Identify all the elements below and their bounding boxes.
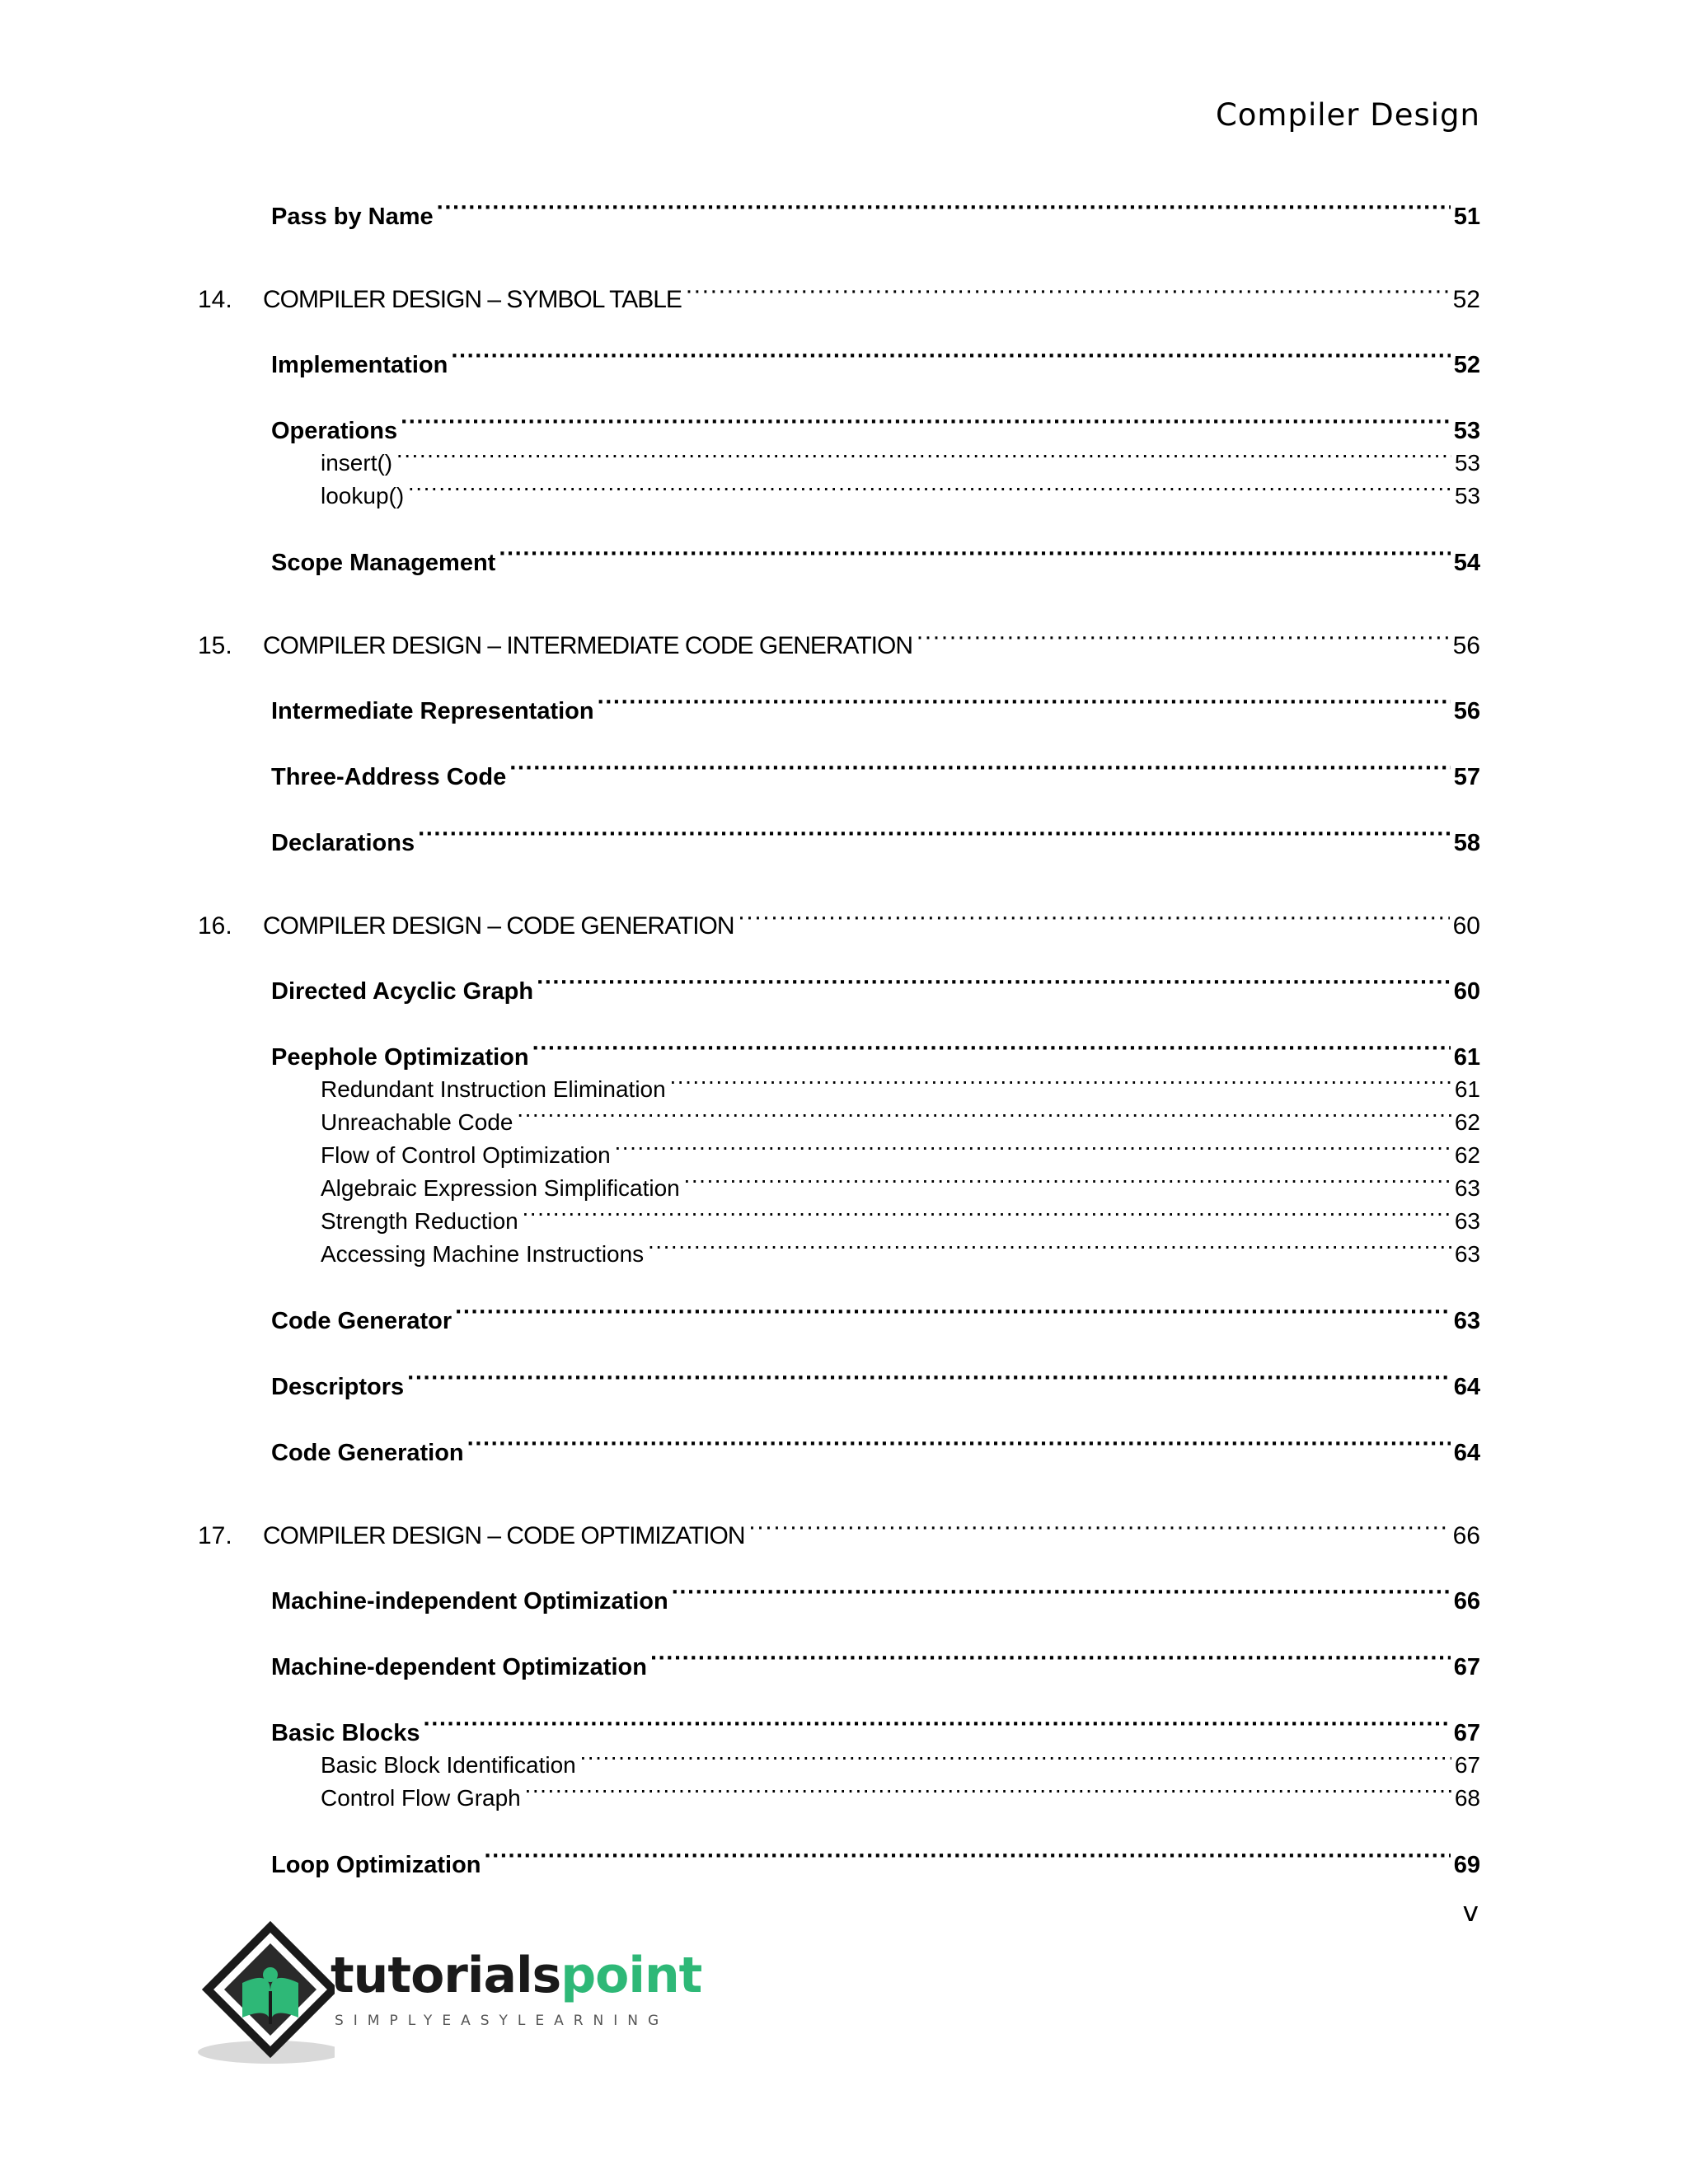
toc-entry-subsection[interactable] [321,1783,1480,1811]
toc-dot-leader [424,1717,1451,1741]
toc-entry-subsection[interactable] [321,1750,1480,1779]
logo-tagline: SIMPLYEASYLEARNING [335,2013,669,2029]
toc-page-number: 69 [1453,1852,1480,1878]
toc-entry-label: Declarations [271,830,415,856]
toc-entry-section[interactable] [271,1585,1480,1615]
toc-page-number: 67 [1453,1720,1480,1746]
toc-dot-leader [418,827,1451,851]
toc-dot-leader [598,695,1451,719]
toc-entry-label: Descriptors [271,1374,405,1400]
toc-chapter-title: COMPILER DESIGN – SYMBOL TABLE [263,286,682,313]
toc-dot-leader [451,349,1450,373]
toc-entry-subsection[interactable] [321,1239,1480,1268]
page-number: v [1462,1896,1479,1928]
logo-wordmark [331,1947,701,2004]
toc-entry-label: Implementation [271,352,448,378]
toc-dot-leader [685,283,1450,307]
toc-entry-section[interactable] [271,761,1480,791]
toc-dot-leader [579,1750,1451,1773]
toc-entry-label: Pass by Name [271,204,434,230]
toc-chapter-number: 17. [198,1522,232,1549]
toc-entry-label [198,912,734,940]
toc-entry-label: Flow of Control Optimization [321,1142,611,1168]
toc-dot-leader [532,1041,1451,1065]
toc-page-number: 66 [1453,1588,1480,1615]
toc-entry-label: Code Generator [271,1308,452,1334]
toc-page-number: 52 [1452,286,1480,313]
toc-entry-label: Scope Management [271,550,496,576]
toc-page-number: 52 [1453,352,1480,378]
toc-entry-section[interactable] [271,1305,1480,1335]
toc-dot-leader [509,761,1451,785]
toc-page-number: 51 [1453,204,1480,230]
toc-page-number: 60 [1453,978,1480,1005]
toc-entry-label: Accessing Machine Instructions [321,1241,645,1267]
toc-chapter-title: COMPILER DESIGN – INTERMEDIATE CODE GENERATION [263,632,912,659]
toc-page-number: 62 [1454,1109,1480,1135]
toc-entry-label: Machine-dependent Optimization [271,1654,647,1680]
toc-page-number: 66 [1452,1522,1480,1549]
toc-page-number: 56 [1452,632,1480,659]
toc-entry-label [198,1522,745,1550]
toc-entry-label: Directed Acyclic Graph [271,978,534,1005]
toc-dot-leader [499,546,1450,570]
toc-dot-leader [407,480,1451,504]
toc-page-number: 56 [1453,698,1480,724]
toc-entry-chapter[interactable] [198,1519,1480,1550]
toc-entry-section[interactable] [271,827,1480,857]
toc-entry-label: Machine-independent Optimization [271,1588,668,1615]
toc-entry-subsection[interactable] [321,1206,1480,1235]
toc-page-number: 63 [1453,1308,1480,1334]
toc-page-number: 54 [1453,550,1480,576]
toc-entry-subsection[interactable] [321,1107,1480,1136]
running-header-title: Compiler Design [1215,97,1480,133]
toc-entry-label: Unreachable Code [321,1109,513,1135]
toc-entry-section[interactable] [271,695,1480,725]
toc-entry-subsection[interactable] [321,1140,1480,1169]
toc-entry-label: Algebraic Expression Simplification [321,1175,680,1201]
logo-wordmark-green: point [560,1947,702,2004]
toc-entry-chapter[interactable] [198,909,1480,940]
toc-page-number: 67 [1453,1654,1480,1680]
toc-entry-label: Intermediate Representation [271,698,594,724]
logo-book-icon [195,1920,335,2069]
toc-page-number: 63 [1454,1241,1480,1267]
toc-dot-leader [650,1651,1451,1675]
toc-page-number: 53 [1454,483,1480,509]
toc-entry-label: Basic Blocks [271,1720,420,1746]
toc-dot-leader [614,1140,1451,1163]
toc-page-number: 61 [1454,1076,1480,1102]
toc-dot-leader [437,200,1451,224]
toc-dot-leader [455,1305,1451,1329]
toc-chapter-number: 15. [198,632,232,659]
toc-entry-section[interactable] [271,1849,1480,1879]
toc-page-number: 68 [1454,1785,1480,1811]
toc-entry-section[interactable] [271,349,1480,379]
toc-entry-section[interactable] [271,1436,1480,1467]
toc-entry-section[interactable] [271,200,1480,231]
toc-page-number: 67 [1454,1752,1480,1778]
toc-entry-section[interactable] [271,975,1480,1005]
toc-entry-section[interactable] [271,1651,1480,1681]
toc-entry-label: Control Flow Graph [321,1785,521,1811]
toc-chapter-title: COMPILER DESIGN – CODE OPTIMIZATION [263,1522,745,1549]
toc-dot-leader [647,1239,1451,1262]
toc-dot-leader [916,629,1450,654]
toc-page-number: 61 [1453,1044,1480,1071]
toc-entry-section[interactable] [271,1041,1480,1071]
toc-entry-label: insert() [321,450,393,476]
toc-page-number: 60 [1452,912,1480,940]
toc-chapter-number: 14. [198,286,232,313]
toc-dot-leader [748,1519,1450,1544]
toc-entry-label: Redundant Instruction Elimination [321,1076,666,1102]
toc-entry-label: Three-Address Code [271,764,507,790]
toc-page-number: 63 [1454,1175,1480,1201]
toc-page-number: 64 [1453,1374,1480,1400]
toc-page-number: 53 [1454,450,1480,476]
toc-entry-subsection[interactable] [321,448,1480,476]
toc-entry-subsection[interactable] [321,1074,1480,1103]
toc-entry-label: Operations [271,418,398,444]
toc-dot-leader [522,1206,1451,1229]
toc-entry-chapter[interactable] [198,629,1480,660]
toc-entry-subsection[interactable] [321,1173,1480,1202]
toc-entry-section[interactable] [271,415,1480,445]
toc-dot-leader [485,1849,1451,1872]
toc-page-number: 58 [1453,830,1480,856]
toc-entry-label: Basic Block Identification [321,1752,576,1778]
toc-chapter-number: 16. [198,912,232,940]
toc-entry-chapter[interactable] [198,283,1480,314]
tutorialspoint-logo [195,1920,702,2069]
toc-dot-leader [672,1585,1451,1609]
toc-entry-section[interactable] [271,1371,1480,1401]
toc-entry-label: Peephole Optimization [271,1044,529,1071]
toc-entry-label [198,632,912,660]
toc-dot-leader [396,448,1451,471]
toc-dot-leader [401,415,1451,438]
toc-page-number: 57 [1453,764,1480,790]
toc-page-number: 62 [1454,1142,1480,1168]
toc-entry-label [198,286,682,314]
toc-entry-subsection[interactable] [321,480,1480,509]
toc-dot-leader [467,1436,1451,1460]
toc-entry-label: lookup() [321,483,405,509]
toc-entry-section[interactable] [271,1717,1480,1747]
toc-dot-leader [537,975,1451,999]
toc-entry-section[interactable] [271,546,1480,577]
toc-dot-leader [738,909,1450,934]
toc-dot-leader [524,1783,1451,1806]
toc-page-number: 63 [1454,1208,1480,1234]
toc-entry-label: Code Generation [271,1440,464,1466]
toc-page-number: 64 [1453,1440,1480,1466]
toc-entry-label: Strength Reduction [321,1208,518,1234]
toc-entry-label: Loop Optimization [271,1852,481,1878]
toc-chapter-title: COMPILER DESIGN – CODE GENERATION [263,912,734,940]
logo-wordmark-dark: tutorials [331,1947,561,2004]
toc-dot-leader [517,1107,1451,1130]
toc-page-number: 53 [1453,418,1480,444]
toc-dot-leader [683,1173,1451,1196]
toc-dot-leader [669,1074,1451,1097]
toc-dot-leader [407,1371,1451,1394]
